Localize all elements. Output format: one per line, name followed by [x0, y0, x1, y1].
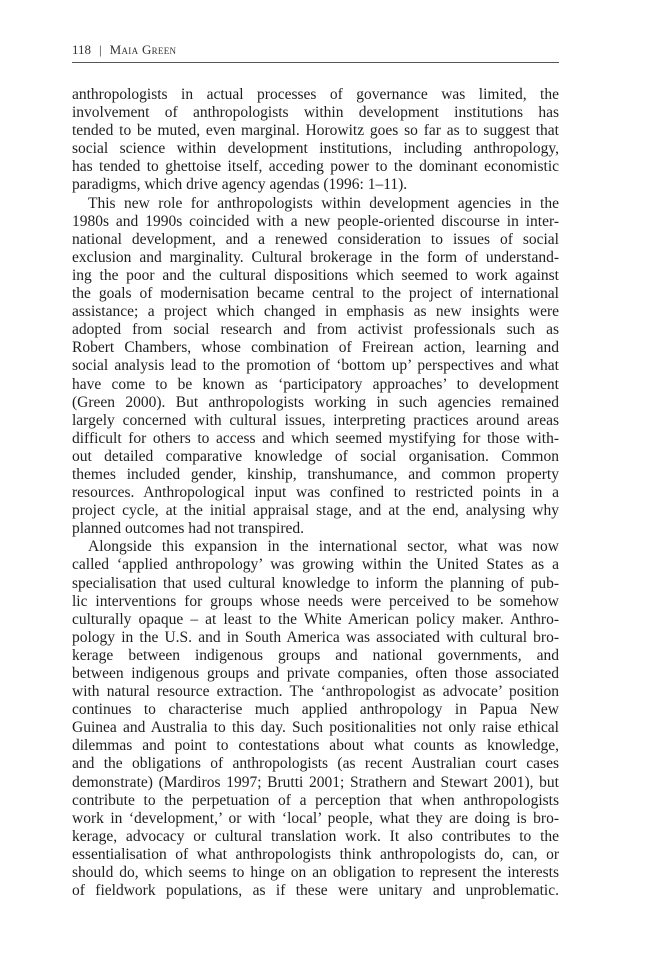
text-line: 1980s and 1990s coincided with a new people-oriented discourse in inter-	[72, 212, 559, 230]
text-line: with natural resource extraction. The ‘anthropologist as advocate’ position	[72, 683, 559, 701]
text-line: involvement of anthropologists within development institutions has	[72, 104, 559, 122]
running-header	[72, 42, 559, 58]
text-line: work in ‘development,’ or with ‘local’ people, what they are doing is bro-	[72, 809, 559, 827]
text-line: and the obligations of anthropologists (as recent Australian court cases	[72, 755, 559, 773]
text-line: culturally opaque – at least to the White American policy maker. Anthro-	[72, 610, 559, 628]
text-line: Guinea and Australia to this day. Such positionalities not only raise ethical	[72, 719, 559, 737]
text-line: national development, and a renewed consideration to issues of social	[72, 230, 559, 248]
text-line: the goals of modernisation became central to the project of international	[72, 285, 559, 303]
text-line: kerage between indigenous groups and national governments, and	[72, 646, 559, 664]
text-line: has tended to ghettoise itself, acceding power to the dominant economistic	[72, 158, 559, 176]
text-line: tended to be muted, even marginal. Horowitz goes so far as to suggest that	[72, 122, 559, 140]
text-line: called ‘applied anthropology’ was growing within the United States as a	[72, 556, 559, 574]
text-line: dilemmas and point to contestations about what counts as knowledge,	[72, 737, 559, 755]
text-line: Alongside this expansion in the international sector, what was now	[88, 538, 559, 556]
body-text	[72, 86, 559, 900]
text-line: social science within development institutions, including anthropology,	[72, 140, 559, 158]
text-line: difficult for others to access and which seemed mystifying for those with-	[72, 429, 559, 447]
text-line: essentialisation of what anthropologists think anthropologists do, can, or	[72, 845, 559, 863]
text-line: specialisation that used cultural knowledge to inform the planning of pub-	[72, 574, 559, 592]
text-line: assistance; a project which changed in emphasis as new insights were	[72, 303, 559, 321]
text-line: ing the poor and the cultural dispositions which seemed to work against	[72, 266, 559, 284]
text-line: pology in the U.S. and in South America was associated with cultural bro-	[72, 628, 559, 646]
text-line: resources. Anthropological input was confined to restricted points in a	[72, 484, 559, 502]
text-line: between indigenous groups and private companies, often those associated	[72, 665, 559, 682]
header-separator: |	[99, 42, 102, 57]
text-line: kerage, advocacy or cultural translation work. It also contributes to the	[72, 827, 559, 845]
text-line: adopted from social research and from activist professionals such as	[72, 321, 559, 339]
text-line: anthropologists in actual processes of governance was limited, the	[72, 86, 559, 103]
running-head-author: Maia Green	[109, 42, 177, 57]
text-line: lic interventions for groups whose needs were perceived to be somehow	[72, 592, 559, 610]
text-line: project cycle, at the initial appraisal stage, and at the end, analysing why	[72, 502, 559, 520]
text-line: have come to be known as ‘participatory approaches’ to development	[72, 375, 559, 393]
text-line: of fieldwork populations, as if these were unitary and unproblematic.	[72, 882, 559, 900]
text-line: out detailed comparative knowledge of social organisation. Common	[72, 447, 559, 465]
header-rule	[72, 62, 559, 63]
text-line: (Green 2000). But anthropologists working in such agencies remained	[72, 393, 559, 411]
text-line: demonstrate) (Mardiros 1997; Brutti 2001; Strathern and Stewart 2001), but	[72, 773, 559, 791]
page-number: 118	[72, 42, 92, 57]
text-line: social analysis lead to the promotion of ‘bottom up’ perspectives and what	[72, 357, 559, 375]
text-line: continues to characterise much applied anthropology in Papua New	[72, 701, 559, 719]
text-line: exclusion and marginality. Cultural brokerage in the form of understand-	[72, 248, 559, 266]
text-line: should do, which seems to hinge on an obligation to represent the interests	[72, 864, 559, 882]
text-line: contribute to the perpetuation of a perception that when anthropologists	[72, 791, 559, 809]
text-line: themes included gender, kinship, transhumance, and common property	[72, 465, 559, 483]
text-line: Robert Chambers, whose combination of Freirean action, learning and	[72, 339, 559, 357]
text-line: This new role for anthropologists within development agencies in the	[88, 194, 559, 212]
text-line: planned outcomes had not transpired.	[72, 520, 305, 538]
text-line: largely concerned with cultural issues, interpreting practices around areas	[72, 411, 559, 429]
text-line: paradigms, which drive agency agendas (1996: 1–11).	[72, 176, 408, 194]
